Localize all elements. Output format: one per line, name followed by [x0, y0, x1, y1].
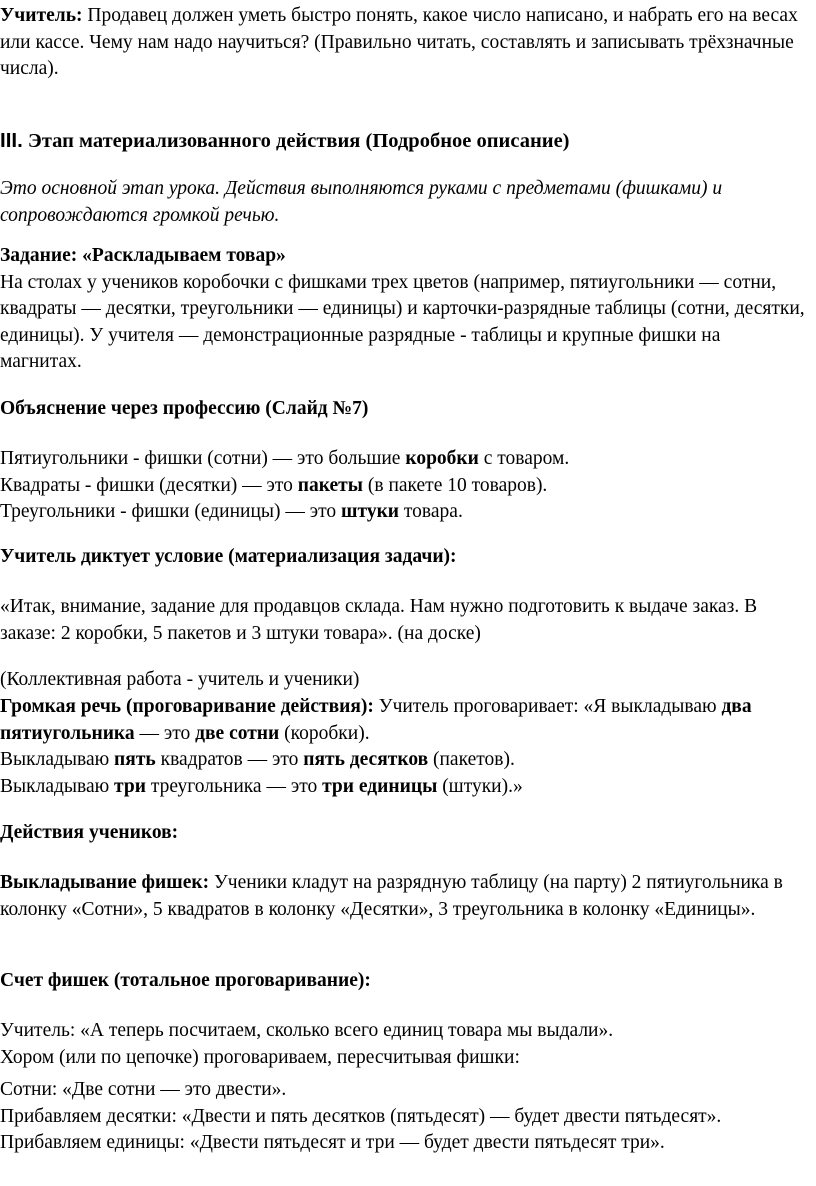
collective-note: (Коллективная работа - учитель и ученики) — [0, 669, 360, 690]
count-title: Счет фишек (тотальное проговаривание): — [0, 970, 371, 991]
students-title: Действия учеников: — [0, 822, 179, 843]
section-title: Этап материализованного действия (Подробное описание) — [22, 130, 570, 152]
explain-block: Пятиугольники - фишки (сотни) — это большие коробки с товаром. Квадраты - фишки (десятки) — это пакеты (в пакете 10 товаров). Треугольники - фишки (единицы) — это штуки товара. — [0, 448, 570, 522]
explain-title: Объяснение через профессию (Слайд №7) — [0, 398, 369, 419]
intro-paragraph: Это основной этап урока. Действия выполняются руками с предметами (фишками) и сопровождаются громкой речью. — [0, 178, 723, 226]
loud-speech-block: Громкая речь (проговаривание действия): Учитель проговаривает: «Я выкладываю два пятиугольника — это две сотни (коробки). Выкладываю пять квадратов — это пять десятков (пакетов). Выкладываю три треугольника — это три единицы (штуки).» — [0, 696, 752, 797]
task-block — [0, 243, 805, 376]
teacher-paragraph — [0, 3, 805, 83]
teacher-text: Продавец должен уметь быстро понять, какое число написано, и набрать его на весах или кассе. Чему нам надо научиться? (Правильно читать, составлять и записывать трёхзначные числа). — [0, 5, 798, 79]
tens-line: Прибавляем десятки: «Двести и пять десятков (пятьдесят) — будет двести пятьдесят». — [0, 1105, 722, 1127]
section-heading — [0, 128, 805, 155]
task-title: Задание: «Раскладываем товар» — [0, 245, 286, 266]
units-line: Прибавляем единицы: «Двести пятьдесят и три — будет двести пятьдесят три». — [0, 1132, 665, 1153]
section-numeral: III. — [0, 129, 23, 152]
teacher-label: Учитель: — [0, 5, 83, 26]
summation-block — [0, 1077, 805, 1157]
dictate-text: «Итак, внимание, задание для продавцов склада. Нам нужно подготовить к выдаче заказ. В заказе: 2 коробки, 5 пакетов и 3 штуки товара». (на доске) — [0, 596, 758, 644]
task-text: На столах у учеников коробочки с фишками трех цветов (например, пятиугольники — сотни, квадраты — десятки, треугольники — единицы) и карточки-разрядные таблицы (сотни, десятки, единицы). У учителя — демонстрационные разрядные - таблицы и крупные фишки на магнитах. — [0, 271, 805, 372]
dictate-title: Учитель диктует условие (материализация задачи): — [0, 546, 457, 567]
count-text: Учитель: «А теперь посчитаем, сколько всего единиц товара мы выдали». Хором (или по цепочке) проговариваем, пересчитывая фишки: — [0, 1020, 614, 1068]
hundreds-line: Сотни: «Две сотни — это двести». — [0, 1079, 287, 1100]
chips-paragraph: Выкладывание фишек: Ученики кладут на разрядную таблицу (на парту) 2 пятиугольника в колонку «Сотни», 5 квадратов в колонку «Десятки», 3 треугольника в колонку «Единицы». — [0, 872, 783, 920]
